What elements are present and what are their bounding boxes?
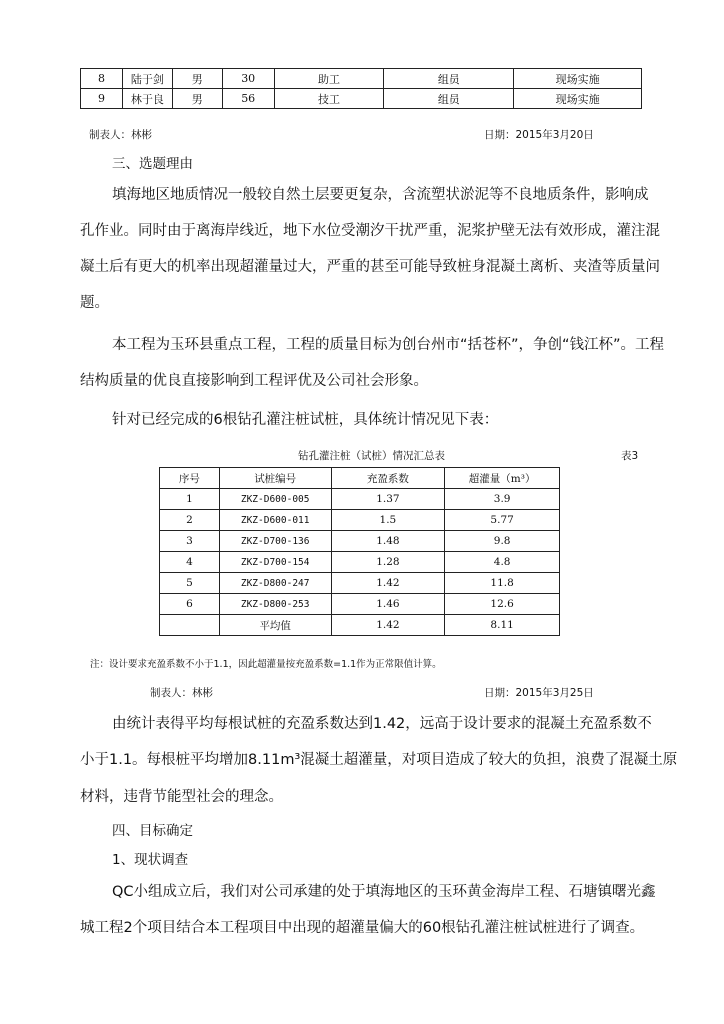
cell-id: ZKZ-D700-136 [219, 531, 331, 552]
paragraph-line: 孔作业。同时由于离海岸线近，地下水位受潮汐干扰严重，泥浆护壁无法有效形成，灌注混 [80, 223, 660, 239]
cell-fill: 1.48 [331, 531, 445, 552]
table-row [160, 552, 560, 573]
cell-no: 2 [160, 510, 220, 531]
cell-duty: 现场实施 [514, 69, 642, 89]
cell-over: 11.8 [445, 573, 560, 594]
header-cell: 超灌量（m³） [445, 468, 560, 489]
cell-age: 56 [222, 89, 274, 109]
paragraph-line: 由统计表得平均每根试桩的充盈系数达到1.42，远高于设计要求的混凝土充盈系数不 [112, 716, 652, 732]
cell-duty: 现场实施 [514, 89, 642, 109]
pile-table [159, 467, 560, 636]
section-title: 四、目标确定 [112, 823, 193, 839]
header-cell: 试桩编号 [219, 468, 331, 489]
table-maker: 制表人：林彬 [150, 687, 213, 699]
cell-no: 3 [160, 531, 220, 552]
cell-fill: 1.5 [331, 510, 445, 531]
table-date: 日期：2015年3月20日 [484, 129, 594, 141]
cell-name: 陆于剑 [122, 69, 172, 89]
cell-id: ZKZ-D700-154 [219, 552, 331, 573]
cell-avg-over: 8.11 [445, 615, 560, 636]
cell-no: 9 [81, 89, 123, 109]
table-row [160, 510, 560, 531]
cell-empty [160, 615, 220, 636]
table-header-row [160, 468, 560, 489]
cell-avg-fill: 1.42 [331, 615, 445, 636]
table-note: 注：设计要求充盈系数不小于1.1，因此超灌量按充盈系数=1.1作为正常限值计算。 [90, 659, 442, 670]
table-row [160, 531, 560, 552]
paragraph-line: 凝土后有更大的机率出现超灌量过大，严重的甚至可能导致桩身混凝土离析、夹渣等质量问 [80, 259, 660, 275]
cell-age: 30 [222, 69, 274, 89]
cell-over: 4.8 [445, 552, 560, 573]
table-maker: 制表人：林彬 [89, 129, 152, 141]
paragraph-line: 材料，违背节能型社会的理念。 [80, 789, 283, 805]
table-row [160, 489, 560, 510]
subsection-title: 1、现状调查 [112, 852, 189, 868]
cell-role: 组员 [384, 69, 514, 89]
cell-fill: 1.28 [331, 552, 445, 573]
section-title: 三、选题理由 [112, 156, 193, 172]
table-row [160, 573, 560, 594]
cell-no: 6 [160, 594, 220, 615]
cell-avg-label: 平均值 [219, 615, 331, 636]
header-cell: 序号 [160, 468, 220, 489]
staff-table [80, 68, 642, 109]
table-row [160, 594, 560, 615]
table-label: 表3 [621, 450, 639, 462]
paragraph-line: 结构质量的优良直接影响到工程评优及公司社会形象。 [80, 373, 428, 389]
table-caption: 钻孔灌注桩（试桩）情况汇总表 [298, 450, 445, 462]
cell-fill: 1.42 [331, 573, 445, 594]
paragraph-line: 小于1.1。每根桩平均增加8.11m³混凝土超灌量，对项目造成了较大的负担，浪费了混凝土原 [80, 752, 678, 768]
cell-name: 林于良 [122, 89, 172, 109]
cell-no: 1 [160, 489, 220, 510]
cell-role: 组员 [384, 89, 514, 109]
cell-gender: 男 [172, 69, 222, 89]
cell-fill: 1.46 [331, 594, 445, 615]
cell-no: 4 [160, 552, 220, 573]
header-cell: 充盈系数 [331, 468, 445, 489]
cell-id: ZKZ-D600-011 [219, 510, 331, 531]
cell-over: 3.9 [445, 489, 560, 510]
cell-gender: 男 [172, 89, 222, 109]
paragraph-line: QC小组成立后，我们对公司承建的处于填海地区的玉环黄金海岸工程、石塘镇曙光鑫 [112, 884, 656, 900]
cell-id: ZKZ-D800-247 [219, 573, 331, 594]
table-row [81, 89, 642, 109]
paragraph-line: 针对已经完成的6根钻孔灌注桩试桩，具体统计情况见下表： [112, 412, 499, 428]
cell-over: 5.77 [445, 510, 560, 531]
cell-title: 技工 [274, 89, 384, 109]
cell-fill: 1.37 [331, 489, 445, 510]
cell-no: 5 [160, 573, 220, 594]
cell-id: ZKZ-D600-005 [219, 489, 331, 510]
paragraph-line: 填海地区地质情况一般较自然土层要更复杂，含流塑状淤泥等不良地质条件，影响成 [112, 187, 649, 203]
table-row [81, 69, 642, 89]
cell-no: 8 [81, 69, 123, 89]
paragraph-line: 城工程2个项目结合本工程项目中出现的超灌量偏大的60根钻孔灌注桩试桩进行了调查。 [80, 920, 645, 936]
table-avg-row [160, 615, 560, 636]
cell-title: 助工 [274, 69, 384, 89]
cell-id: ZKZ-D800-253 [219, 594, 331, 615]
paragraph-line: 题。 [80, 295, 109, 311]
cell-over: 9.8 [445, 531, 560, 552]
table-date: 日期：2015年3月25日 [484, 687, 594, 699]
cell-over: 12.6 [445, 594, 560, 615]
paragraph-line: 本工程为玉环县重点工程，工程的质量目标为创台州市“括苍杯”，争创“钱江杯”。工程 [112, 337, 665, 353]
